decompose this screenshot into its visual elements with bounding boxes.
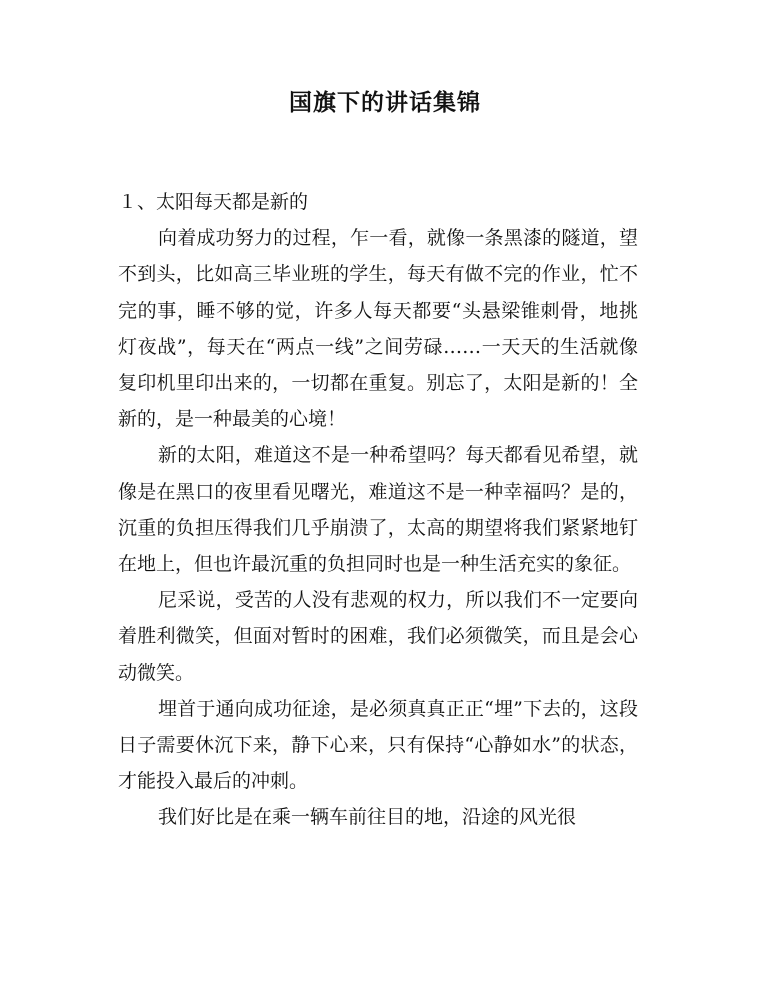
- section-heading: １、太阳每天都是新的: [118, 191, 309, 213]
- paragraph-1: 向着成功努力的过程，乍一看，就像一条黑漆的隧道，望不到头，比如高三毕业班的学生，每天有做不完的作业，忙不完的事，睡不够的觉，许多人每天都要“头悬梁锥刺骨，地挑灯夜战”，每天在“两点一线”之间劳碌……一天天的生活就像复印机里印出来的，一切都在重复。别忘了，太阳是新的！全新的，是一种最美的心境！: [118, 227, 638, 431]
- paragraph-2: 新的太阳，难道这不是一种希望吗？每天都看见希望，就像是在黑口的夜里看见曙光，难道这不是一种幸福吗？是的，沉重的负担压得我们几乎崩溃了，太高的期望将我们紧紧地钉在地上，但也许最沉重的负担同时也是一种生活充实的象征。: [118, 444, 638, 576]
- paragraph-3: 尼采说，受苦的人没有悲观的权力，所以我们不一定要向着胜利微笑，但面对暂时的困难，我们必须微笑，而且是会心动微笑。: [118, 589, 638, 684]
- paragraph-5: 我们好比是在乘一辆车前往目的地，沿途的风光很: [158, 806, 577, 829]
- document-title: 国旗下的讲话集锦: [289, 90, 481, 116]
- document-body: [118, 184, 638, 836]
- paragraph-4: 埋首于通向成功征途，是必须真真正正“埋”下去的，这段日子需要休沉下来，静下心来，只有保持“心静如水”的状态，才能投入最后的冲刺。: [118, 697, 638, 793]
